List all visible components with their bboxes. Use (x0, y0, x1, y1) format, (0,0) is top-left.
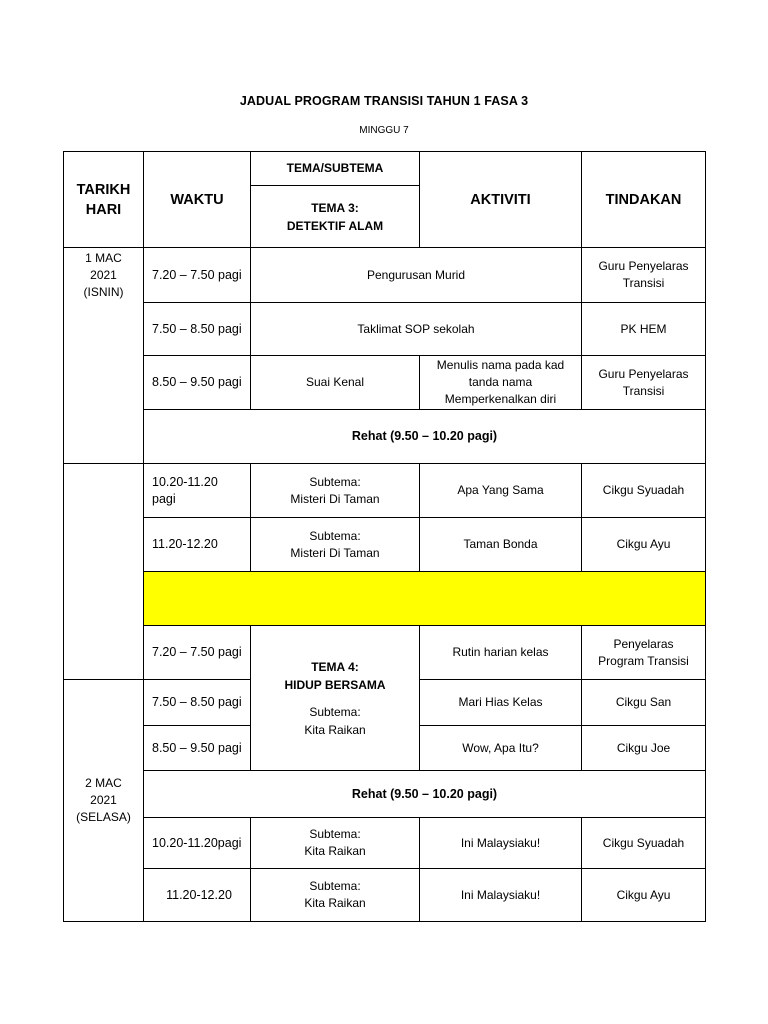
highlight-cell (144, 572, 706, 626)
tindakan-cell: Guru Penyelaras Transisi (582, 248, 706, 303)
tindakan-cell: PK HEM (582, 303, 706, 356)
header-tindakan: TINDAKAN (582, 152, 706, 248)
header-waktu: WAKTU (144, 152, 251, 248)
table-row (64, 464, 706, 518)
aktiviti-cell: Ini Malaysiaku! (420, 818, 582, 869)
aktiviti-cell: Taman Bonda (420, 518, 582, 572)
header-tema-subtema: TEMA/SUBTEMA (251, 152, 420, 186)
table-row (64, 356, 706, 410)
rehat-cell: Rehat (9.50 – 10.20 pagi) (144, 771, 706, 818)
tema-cell: Subtema: Kita Raikan (251, 869, 420, 922)
table-row (64, 626, 706, 680)
date-cell-day2: 2 MAC 2021 (SELASA) (64, 680, 144, 922)
tindakan-cell: Penyelaras Program Transisi (582, 626, 706, 680)
rehat-cell: Rehat (9.50 – 10.20 pagi) (144, 410, 706, 464)
waktu-cell: 8.50 – 9.50 pagi (144, 726, 251, 771)
header-tarikh-hari: TARIKH HARI (64, 152, 144, 248)
table-row (64, 303, 706, 356)
aktiviti-cell: Wow, Apa Itu? (420, 726, 582, 771)
waktu-cell: 10.20-11.20pagi (144, 818, 251, 869)
tema-cell: Subtema: Misteri Di Taman (251, 518, 420, 572)
merged-activity-cell: Taklimat SOP sekolah (251, 303, 582, 356)
waktu-cell: 11.20-12.20 (144, 518, 251, 572)
tindakan-cell: Cikgu Syuadah (582, 464, 706, 518)
header-aktiviti: AKTIVITI (420, 152, 582, 248)
tema-cell: Subtema: Misteri Di Taman (251, 464, 420, 518)
tindakan-cell: Cikgu Joe (582, 726, 706, 771)
table-row (64, 818, 706, 869)
table-row (64, 248, 706, 303)
waktu-cell: 10.20-11.20 pagi (144, 464, 251, 518)
waktu-cell: 11.20-12.20 (144, 869, 251, 922)
tema-4-cell: TEMA 4: HIDUP BERSAMA Subtema: Kita Raikan (251, 626, 420, 771)
document-subtitle: MINGGU 7 (359, 125, 409, 136)
date-cell-day1: 1 MAC 2021 (ISNIN) (64, 248, 144, 464)
tindakan-cell: Cikgu Syuadah (582, 818, 706, 869)
highlight-row (64, 572, 706, 626)
document-title: JADUAL PROGRAM TRANSISI TAHUN 1 FASA 3 (239, 94, 529, 108)
waktu-cell: 7.50 – 8.50 pagi (144, 303, 251, 356)
waktu-cell: 8.50 – 9.50 pagi (144, 356, 251, 410)
waktu-cell: 7.20 – 7.50 pagi (144, 626, 251, 680)
tindakan-cell: Cikgu Ayu (582, 869, 706, 922)
date-cell-empty (64, 464, 144, 680)
tindakan-cell: Guru Penyelaras Transisi (582, 356, 706, 410)
schedule-table (63, 151, 706, 922)
aktiviti-cell: Apa Yang Sama (420, 464, 582, 518)
rehat-row (64, 410, 706, 464)
header-row (64, 152, 706, 186)
tindakan-cell: Cikgu San (582, 680, 706, 726)
aktiviti-cell: Menulis nama pada kad tanda nama Memperkenalkan diri (420, 356, 582, 410)
waktu-cell: 7.50 – 8.50 pagi (144, 680, 251, 726)
tema-cell: Suai Kenal (251, 356, 420, 410)
header-tema-3: TEMA 3: DETEKTIF ALAM (251, 186, 420, 248)
tindakan-cell: Cikgu Ayu (582, 518, 706, 572)
aktiviti-cell: Mari Hias Kelas (420, 680, 582, 726)
table-row (64, 518, 706, 572)
aktiviti-cell: Rutin harian kelas (420, 626, 582, 680)
tema-cell: Subtema: Kita Raikan (251, 818, 420, 869)
aktiviti-cell: Ini Malaysiaku! (420, 869, 582, 922)
table-row (64, 869, 706, 922)
merged-activity-cell: Pengurusan Murid (251, 248, 582, 303)
rehat-row (64, 771, 706, 818)
waktu-cell: 7.20 – 7.50 pagi (144, 248, 251, 303)
